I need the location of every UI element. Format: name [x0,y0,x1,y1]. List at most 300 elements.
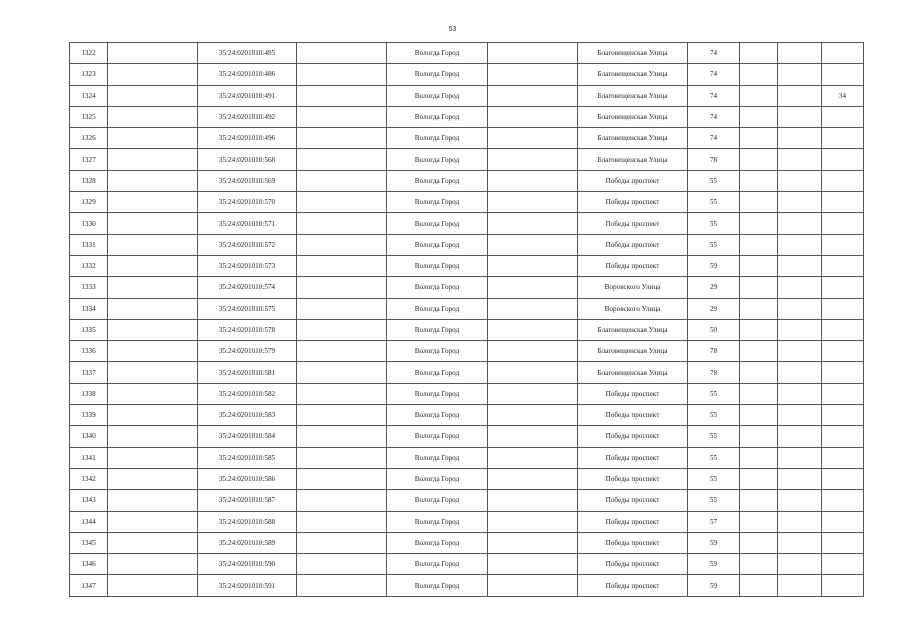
empty-cell [778,383,822,404]
street-cell: Благовещенская Улица [578,149,688,170]
street-cell: Благовещенская Улица [578,128,688,149]
empty-cell [297,490,387,511]
city-cell: Вологда Город [387,426,488,447]
row-number-cell: 1340 [70,426,108,447]
city-cell: Вологда Город [387,447,488,468]
street-cell: Победы проспект [578,234,688,255]
empty-cell [488,511,578,532]
city-cell: Вологда Город [387,341,488,362]
street-cell: Победы проспект [578,575,688,596]
empty-cell [108,213,198,234]
empty-cell [778,447,822,468]
apartment-cell [822,255,864,276]
table-row [70,511,864,532]
empty-cell [740,298,778,319]
house-number-cell: 55 [688,170,740,191]
empty-cell [778,532,822,553]
table-row [70,192,864,213]
street-cell: Победы проспект [578,383,688,404]
table-row [70,234,864,255]
empty-cell [778,405,822,426]
row-number-cell: 1338 [70,383,108,404]
house-number-cell: 55 [688,447,740,468]
street-cell: Благовещенская Улица [578,43,688,64]
empty-cell [740,319,778,340]
empty-cell [740,405,778,426]
empty-cell [297,149,387,170]
empty-cell [488,468,578,489]
house-number-cell: 55 [688,468,740,489]
row-number-cell: 1347 [70,575,108,596]
empty-cell [297,383,387,404]
empty-cell [488,128,578,149]
table-row [70,319,864,340]
street-cell: Победы проспект [578,426,688,447]
row-number-cell: 1332 [70,255,108,276]
apartment-cell [822,490,864,511]
apartment-cell [822,362,864,383]
empty-cell [488,85,578,106]
row-number-cell: 1336 [70,341,108,362]
row-number-cell: 1342 [70,468,108,489]
empty-cell [778,170,822,191]
street-cell: Победы проспект [578,447,688,468]
city-cell: Вологда Город [387,64,488,85]
row-number-cell: 1337 [70,362,108,383]
table-row [70,64,864,85]
city-cell: Вологда Город [387,192,488,213]
register-table [69,42,864,597]
row-number-cell: 1344 [70,511,108,532]
empty-cell [740,575,778,596]
city-cell: Вологда Город [387,298,488,319]
row-number-cell: 1326 [70,128,108,149]
empty-cell [488,213,578,234]
city-cell: Вологда Город [387,554,488,575]
empty-cell [778,255,822,276]
city-cell: Вологда Город [387,170,488,191]
empty-cell [488,319,578,340]
house-number-cell: 55 [688,426,740,447]
empty-cell [297,341,387,362]
apartment-cell [822,405,864,426]
empty-cell [297,192,387,213]
empty-cell [740,277,778,298]
apartment-cell [822,170,864,191]
cadastral-number-cell: 35:24:0201010:568 [198,149,297,170]
empty-cell [297,319,387,340]
table-row [70,277,864,298]
empty-cell [778,128,822,149]
city-cell: Вологда Город [387,383,488,404]
cadastral-number-cell: 35:24:0201010:496 [198,128,297,149]
house-number-cell: 78 [688,149,740,170]
city-cell: Вологда Город [387,511,488,532]
city-cell: Вологда Город [387,128,488,149]
row-number-cell: 1339 [70,405,108,426]
apartment-cell: 34 [822,85,864,106]
empty-cell [297,554,387,575]
street-cell: Победы проспект [578,532,688,553]
street-cell: Благовещенская Улица [578,106,688,127]
empty-cell [488,192,578,213]
house-number-cell: 29 [688,277,740,298]
empty-cell [108,255,198,276]
empty-cell [740,511,778,532]
city-cell: Вологда Город [387,43,488,64]
row-number-cell: 1334 [70,298,108,319]
city-cell: Вологда Город [387,277,488,298]
city-cell: Вологда Город [387,234,488,255]
empty-cell [108,277,198,298]
empty-cell [297,128,387,149]
apartment-cell [822,43,864,64]
street-cell: Победы проспект [578,170,688,191]
street-cell: Победы проспект [578,405,688,426]
cadastral-number-cell: 35:24:0201010:588 [198,511,297,532]
empty-cell [108,85,198,106]
cadastral-number-cell: 35:24:0201010:589 [198,532,297,553]
empty-cell [488,447,578,468]
table-body [70,43,864,597]
cadastral-number-cell: 35:24:0201010:587 [198,490,297,511]
city-cell: Вологда Город [387,213,488,234]
city-cell: Вологда Город [387,468,488,489]
empty-cell [740,362,778,383]
apartment-cell [822,298,864,319]
empty-cell [778,64,822,85]
empty-cell [740,106,778,127]
cadastral-number-cell: 35:24:0201010:485 [198,43,297,64]
empty-cell [488,43,578,64]
cadastral-number-cell: 35:24:0201010:586 [198,468,297,489]
cadastral-number-cell: 35:24:0201010:582 [198,383,297,404]
empty-cell [740,170,778,191]
empty-cell [488,362,578,383]
apartment-cell [822,468,864,489]
apartment-cell [822,277,864,298]
table-row [70,341,864,362]
empty-cell [108,447,198,468]
cadastral-number-cell: 35:24:0201010:585 [198,447,297,468]
empty-cell [740,128,778,149]
empty-cell [108,341,198,362]
street-cell: Победы проспект [578,511,688,532]
city-cell: Вологда Город [387,490,488,511]
cadastral-number-cell: 35:24:0201010:572 [198,234,297,255]
row-number-cell: 1335 [70,319,108,340]
empty-cell [740,383,778,404]
house-number-cell: 59 [688,554,740,575]
empty-cell [297,362,387,383]
table-row [70,170,864,191]
cadastral-number-cell: 35:24:0201010:492 [198,106,297,127]
empty-cell [297,468,387,489]
empty-cell [488,64,578,85]
empty-cell [297,106,387,127]
table-row [70,575,864,596]
street-cell: Благовещенская Улица [578,319,688,340]
empty-cell [108,128,198,149]
empty-cell [740,490,778,511]
city-cell: Вологда Город [387,255,488,276]
street-cell: Победы проспект [578,490,688,511]
empty-cell [297,85,387,106]
table-row [70,490,864,511]
city-cell: Вологда Город [387,149,488,170]
empty-cell [108,383,198,404]
empty-cell [297,234,387,255]
apartment-cell [822,234,864,255]
house-number-cell: 74 [688,128,740,149]
table-row [70,255,864,276]
empty-cell [297,43,387,64]
empty-cell [740,426,778,447]
empty-cell [778,213,822,234]
empty-cell [488,490,578,511]
house-number-cell: 55 [688,192,740,213]
house-number-cell: 74 [688,64,740,85]
empty-cell [740,234,778,255]
empty-cell [108,362,198,383]
apartment-cell [822,192,864,213]
house-number-cell: 50 [688,319,740,340]
street-cell: Победы проспект [578,255,688,276]
empty-cell [740,192,778,213]
street-cell: Победы проспект [578,554,688,575]
table-row [70,554,864,575]
empty-cell [778,149,822,170]
empty-cell [108,43,198,64]
empty-cell [108,298,198,319]
empty-cell [108,64,198,85]
empty-cell [108,149,198,170]
table-row [70,106,864,127]
empty-cell [297,277,387,298]
empty-cell [740,341,778,362]
street-cell: Благовещенская Улица [578,362,688,383]
empty-cell [778,341,822,362]
table-row [70,362,864,383]
empty-cell [108,319,198,340]
house-number-cell: 74 [688,85,740,106]
table-row [70,298,864,319]
city-cell: Вологда Город [387,575,488,596]
house-number-cell: 78 [688,341,740,362]
table-row [70,43,864,64]
apartment-cell [822,213,864,234]
house-number-cell: 55 [688,234,740,255]
empty-cell [488,426,578,447]
cadastral-number-cell: 35:24:0201010:590 [198,554,297,575]
empty-cell [740,213,778,234]
empty-cell [778,192,822,213]
empty-cell [108,554,198,575]
street-cell: Благовещенская Улица [578,64,688,85]
apartment-cell [822,341,864,362]
empty-cell [740,255,778,276]
empty-cell [108,532,198,553]
empty-cell [778,106,822,127]
table-row [70,383,864,404]
empty-cell [297,447,387,468]
city-cell: Вологда Город [387,319,488,340]
house-number-cell: 74 [688,43,740,64]
empty-cell [778,490,822,511]
empty-cell [108,468,198,489]
cadastral-number-cell: 35:24:0201010:569 [198,170,297,191]
row-number-cell: 1323 [70,64,108,85]
street-cell: Благовещенская Улица [578,85,688,106]
empty-cell [488,341,578,362]
street-cell: Победы проспект [578,468,688,489]
empty-cell [778,85,822,106]
table-row [70,405,864,426]
empty-cell [740,149,778,170]
apartment-cell [822,64,864,85]
house-number-cell: 55 [688,405,740,426]
empty-cell [778,234,822,255]
cadastral-number-cell: 35:24:0201010:591 [198,575,297,596]
apartment-cell [822,426,864,447]
empty-cell [488,554,578,575]
empty-cell [488,106,578,127]
row-number-cell: 1331 [70,234,108,255]
row-number-cell: 1328 [70,170,108,191]
apartment-cell [822,106,864,127]
empty-cell [108,511,198,532]
empty-cell [108,575,198,596]
page-number: 53 [448,26,457,33]
row-number-cell: 1329 [70,192,108,213]
empty-cell [488,383,578,404]
apartment-cell [822,447,864,468]
cadastral-number-cell: 35:24:0201010:486 [198,64,297,85]
empty-cell [297,64,387,85]
cadastral-number-cell: 35:24:0201010:575 [198,298,297,319]
row-number-cell: 1341 [70,447,108,468]
city-cell: Вологда Город [387,362,488,383]
empty-cell [108,106,198,127]
street-cell: Воровского Улица [578,298,688,319]
row-number-cell: 1322 [70,43,108,64]
row-number-cell: 1324 [70,85,108,106]
house-number-cell: 74 [688,106,740,127]
apartment-cell [822,575,864,596]
house-number-cell: 59 [688,532,740,553]
cadastral-number-cell: 35:24:0201010:581 [198,362,297,383]
empty-cell [108,170,198,191]
empty-cell [488,170,578,191]
cadastral-number-cell: 35:24:0201010:584 [198,426,297,447]
empty-cell [778,362,822,383]
cadastral-number-cell: 35:24:0201010:579 [198,341,297,362]
cadastral-number-cell: 35:24:0201010:573 [198,255,297,276]
empty-cell [778,554,822,575]
apartment-cell [822,149,864,170]
apartment-cell [822,128,864,149]
city-cell: Вологда Город [387,85,488,106]
table-row [70,447,864,468]
empty-cell [297,255,387,276]
empty-cell [778,426,822,447]
empty-cell [488,149,578,170]
house-number-cell: 59 [688,575,740,596]
cadastral-number-cell: 35:24:0201010:571 [198,213,297,234]
empty-cell [297,405,387,426]
cadastral-number-cell: 35:24:0201010:570 [198,192,297,213]
table-row [70,426,864,447]
empty-cell [488,532,578,553]
cadastral-number-cell: 35:24:0201010:578 [198,319,297,340]
apartment-cell [822,319,864,340]
row-number-cell: 1345 [70,532,108,553]
empty-cell [778,511,822,532]
row-number-cell: 1343 [70,490,108,511]
empty-cell [778,298,822,319]
row-number-cell: 1327 [70,149,108,170]
apartment-cell [822,511,864,532]
empty-cell [108,192,198,213]
empty-cell [740,64,778,85]
empty-cell [740,554,778,575]
empty-cell [740,468,778,489]
street-cell: Воровского Улица [578,277,688,298]
house-number-cell: 29 [688,298,740,319]
city-cell: Вологда Город [387,405,488,426]
street-cell: Победы проспект [578,192,688,213]
street-cell: Победы проспект [578,213,688,234]
empty-cell [740,447,778,468]
empty-cell [108,405,198,426]
empty-cell [108,490,198,511]
table-row [70,149,864,170]
cadastral-number-cell: 35:24:0201010:491 [198,85,297,106]
row-number-cell: 1333 [70,277,108,298]
city-cell: Вологда Город [387,106,488,127]
table-row [70,85,864,106]
house-number-cell: 78 [688,362,740,383]
table-row [70,128,864,149]
row-number-cell: 1325 [70,106,108,127]
cadastral-number-cell: 35:24:0201010:574 [198,277,297,298]
apartment-cell [822,554,864,575]
empty-cell [297,213,387,234]
empty-cell [778,277,822,298]
empty-cell [488,298,578,319]
empty-cell [297,426,387,447]
empty-cell [488,234,578,255]
table-row [70,468,864,489]
apartment-cell [822,532,864,553]
empty-cell [488,277,578,298]
row-number-cell: 1346 [70,554,108,575]
city-cell: Вологда Город [387,532,488,553]
empty-cell [488,405,578,426]
house-number-cell: 55 [688,213,740,234]
empty-cell [108,234,198,255]
house-number-cell: 55 [688,490,740,511]
table-row [70,532,864,553]
empty-cell [778,575,822,596]
table-row [70,213,864,234]
empty-cell [740,43,778,64]
empty-cell [778,43,822,64]
empty-cell [297,575,387,596]
empty-cell [778,468,822,489]
empty-cell [297,170,387,191]
empty-cell [488,575,578,596]
